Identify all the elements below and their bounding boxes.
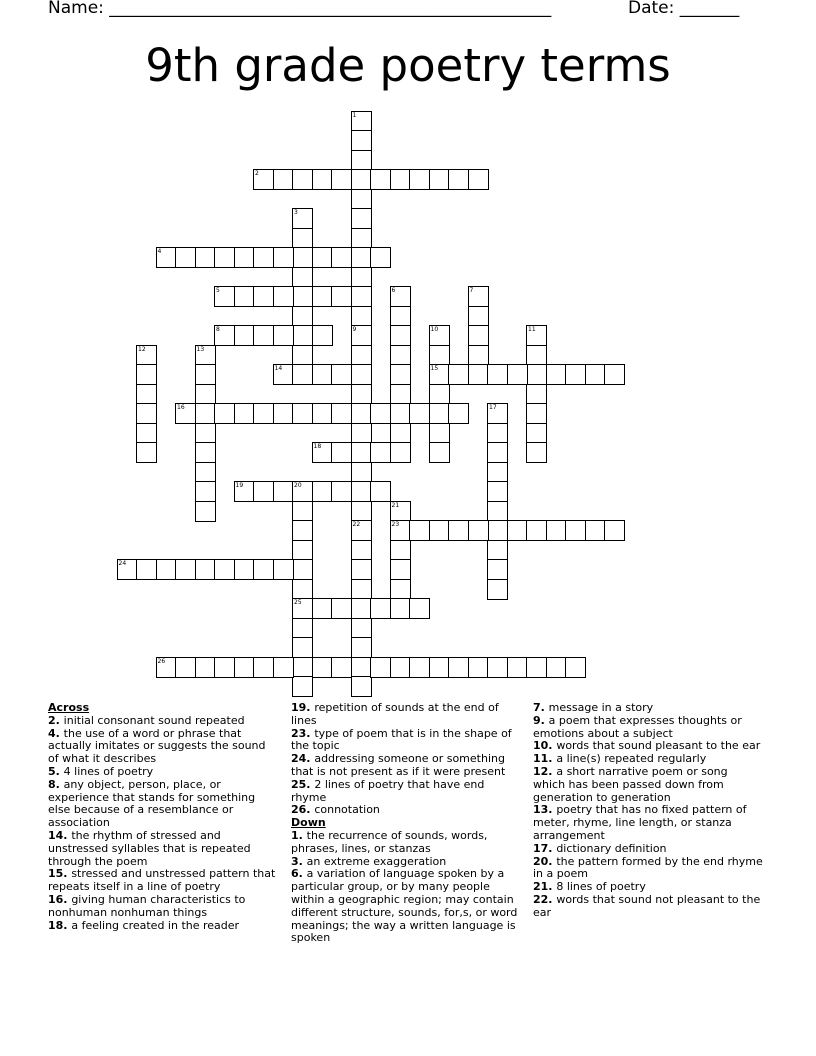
grid-cell[interactable]	[312, 598, 333, 619]
clue-number: 8	[216, 326, 220, 333]
grid-cell[interactable]	[390, 579, 411, 600]
clue-item: 1. the recurrence of sounds, words, phrases, lines, or stanzas	[291, 828, 488, 855]
across-heading: Across	[48, 701, 90, 714]
grid-cell[interactable]	[370, 657, 391, 678]
clue-item: 16. giving human characteristics to nonhuman nonhuman things	[48, 892, 246, 919]
grid-cell[interactable]	[234, 559, 255, 580]
grid-cell[interactable]	[273, 559, 294, 580]
clue-item: 10. words that sound pleasant to the ear	[533, 739, 761, 753]
grid-cell[interactable]	[273, 325, 294, 346]
clue-number: 19	[235, 482, 244, 489]
grid-cell[interactable]	[604, 364, 625, 385]
grid-cell[interactable]	[565, 657, 586, 678]
grid-cell[interactable]	[351, 442, 372, 463]
clue-item: 20. the pattern formed by the end rhyme in a poem	[533, 854, 763, 881]
grid-cell[interactable]	[292, 618, 313, 639]
clue-number: 6	[391, 287, 396, 294]
grid-cell[interactable]	[253, 169, 274, 190]
grid-cell[interactable]	[351, 618, 372, 639]
grid-cell[interactable]	[195, 247, 216, 268]
grid-cell[interactable]	[175, 247, 196, 268]
grid-cell[interactable]	[409, 403, 430, 424]
clue-item: 7. message in a story	[533, 701, 654, 714]
grid-cell[interactable]	[292, 228, 313, 249]
grid-cell[interactable]	[195, 364, 216, 385]
clue-item: 15. stressed and unstressed pattern that repeats itself in a line of poetry	[48, 867, 276, 894]
clue-number: 4	[157, 248, 162, 255]
clue-number: 2	[255, 170, 259, 177]
grid-cell[interactable]	[487, 520, 508, 541]
grid-cell[interactable]	[292, 364, 313, 385]
grid-cell[interactable]	[351, 306, 372, 327]
grid-cell[interactable]	[390, 286, 411, 307]
grid-cell[interactable]	[292, 306, 313, 327]
grid-cell[interactable]	[234, 481, 255, 502]
grid-cell[interactable]	[331, 286, 352, 307]
grid-cell[interactable]	[351, 208, 372, 229]
grid-cell[interactable]	[351, 228, 372, 249]
grid-cell[interactable]	[429, 325, 450, 346]
grid-cell[interactable]	[253, 286, 274, 307]
clue-number: 15	[430, 365, 439, 372]
grid-cell[interactable]	[507, 520, 528, 541]
grid-cell[interactable]	[292, 286, 313, 307]
clue-number: 12	[138, 345, 146, 353]
page-title: 9th grade poetry terms	[145, 39, 671, 92]
grid-cell[interactable]	[253, 657, 274, 678]
grid-cell[interactable]	[331, 247, 352, 268]
grid-cell[interactable]	[487, 462, 508, 483]
grid-cell[interactable]	[351, 267, 372, 288]
grid-cell[interactable]	[195, 345, 216, 366]
grid-cell[interactable]	[468, 325, 489, 346]
down-heading: Down	[291, 816, 326, 830]
grid-cell[interactable]	[351, 247, 372, 268]
grid-cell[interactable]	[331, 442, 352, 463]
clue-item: 26. connotation	[291, 803, 380, 817]
grid-cell[interactable]	[565, 520, 586, 541]
grid-cell[interactable]	[390, 540, 411, 561]
grid-cell[interactable]	[136, 559, 157, 580]
grid-cell[interactable]	[292, 501, 313, 522]
clue-number: 18	[313, 443, 322, 450]
grid-cell[interactable]	[214, 286, 235, 307]
grid-cell[interactable]	[331, 364, 352, 385]
grid-cell[interactable]	[487, 364, 508, 385]
grid-cell[interactable]	[292, 169, 313, 190]
grid-cell[interactable]	[136, 364, 157, 385]
grid-cell[interactable]	[351, 598, 372, 619]
grid-cell[interactable]	[234, 325, 255, 346]
grid-cell[interactable]	[351, 384, 372, 405]
clues-column-2	[291, 702, 521, 945]
grid-cell[interactable]	[253, 325, 274, 346]
grid-cell[interactable]	[448, 169, 469, 190]
grid-cell[interactable]	[195, 462, 216, 483]
grid-cell[interactable]	[351, 481, 372, 502]
grid-cell[interactable]	[507, 364, 528, 385]
grid-cell[interactable]	[292, 657, 313, 678]
grid-cell[interactable]	[565, 364, 586, 385]
grid-cell[interactable]	[390, 345, 411, 366]
grid-cell[interactable]	[253, 559, 274, 580]
clue-number: 24	[118, 560, 127, 567]
grid-cell[interactable]	[429, 442, 450, 463]
clue-item: 6. a variation of language spoken by a particular group, or by many people within a geographic region; may contain different structure, sounds, for,s, or word meanings; the way a written language is spoken	[291, 867, 518, 945]
clue-number: 1	[352, 111, 357, 119]
grid-cell[interactable]	[351, 676, 372, 697]
grid-cell[interactable]	[409, 169, 430, 190]
grid-cell[interactable]	[234, 286, 255, 307]
grid-cell[interactable]	[331, 403, 352, 424]
grid-cell[interactable]	[292, 676, 313, 697]
grid-cell[interactable]	[195, 559, 216, 580]
grid-cell[interactable]	[390, 306, 411, 327]
grid-cell[interactable]	[526, 403, 547, 424]
grid-cell[interactable]	[448, 657, 469, 678]
grid-cell[interactable]	[351, 637, 372, 658]
clue-number: 14	[274, 365, 283, 372]
grid-cell[interactable]	[136, 403, 157, 424]
grid-cell[interactable]	[351, 130, 372, 151]
clue-number: 3	[294, 209, 298, 216]
clue-item: 24. addressing someone or something that is not present as if it were present	[291, 752, 506, 778]
grid-cell[interactable]	[292, 481, 313, 502]
grid-cell[interactable]	[175, 403, 196, 424]
grid-cell[interactable]	[585, 520, 606, 541]
grid-cell[interactable]	[214, 559, 235, 580]
clue-number: 25	[294, 599, 302, 606]
grid-cell[interactable]	[390, 657, 411, 678]
grid-cell[interactable]	[448, 403, 469, 424]
grid-cell[interactable]	[351, 579, 372, 600]
clue-item: 9. a poem that expresses thoughts or emotions about a subject	[533, 713, 742, 740]
clue-number: 10	[430, 326, 439, 333]
grid-cell[interactable]	[234, 403, 255, 424]
grid-cell[interactable]	[370, 481, 391, 502]
grid-cell[interactable]	[214, 403, 235, 424]
grid-cell[interactable]	[468, 286, 489, 307]
grid-cell[interactable]	[292, 247, 313, 268]
grid-cell[interactable]	[390, 403, 411, 424]
grid-cell[interactable]	[156, 247, 177, 268]
grid-cell[interactable]	[370, 403, 391, 424]
grid-cell[interactable]	[468, 169, 489, 190]
grid-cell[interactable]	[195, 442, 216, 463]
clue-item: 14. the rhythm of stressed and unstressed syllables that is repeated through the poem	[48, 828, 251, 868]
grid-cell[interactable]	[292, 540, 313, 561]
grid-cell[interactable]	[234, 657, 255, 678]
clue-number: 9	[352, 326, 357, 333]
grid-cell[interactable]	[429, 384, 450, 405]
grid-cell[interactable]	[195, 657, 216, 678]
grid-cell[interactable]	[136, 345, 157, 366]
grid-cell[interactable]	[351, 501, 372, 522]
clue-number: 21	[391, 501, 400, 509]
clue-number: 26	[157, 657, 166, 665]
grid-cell[interactable]	[429, 423, 450, 444]
grid-cell[interactable]	[292, 267, 313, 288]
clue-item: 11. a line(s) repeated regularly	[533, 752, 707, 766]
clue-number: 7	[469, 287, 474, 294]
grid-cell[interactable]	[273, 481, 294, 502]
grid-cell[interactable]	[468, 657, 489, 678]
grid-cell[interactable]	[487, 423, 508, 444]
grid-cell[interactable]	[487, 501, 508, 522]
grid-cell[interactable]	[487, 657, 508, 678]
clue-item: 19. repetition of sounds at the end of lines	[291, 701, 499, 727]
grid-cell[interactable]	[312, 364, 333, 385]
clues-column-1	[48, 702, 278, 932]
clue-item: 17. dictionary definition	[533, 841, 667, 855]
grid-cell[interactable]	[292, 208, 313, 229]
grid-cell[interactable]	[351, 189, 372, 210]
clue-item: 25. 2 lines of poetry that have end rhyme	[291, 777, 485, 804]
grid-cell[interactable]	[136, 423, 157, 444]
grid-cell[interactable]	[546, 364, 567, 385]
grid-cell[interactable]	[429, 169, 450, 190]
grid-cell[interactable]	[253, 481, 274, 502]
grid-cell[interactable]	[312, 442, 333, 463]
clue-item: 13. poetry that has no fixed pattern of meter, rhyme, line length, or stanza arrangement	[533, 803, 747, 842]
grid-cell[interactable]	[526, 423, 547, 444]
grid-cell[interactable]	[604, 520, 625, 541]
clue-item: 8. any object, person, place, or experience that stands for something else because of a resemblance or association	[48, 777, 256, 830]
grid-cell[interactable]	[487, 481, 508, 502]
grid-cell[interactable]	[351, 520, 372, 541]
grid-cell[interactable]	[468, 520, 489, 541]
grid-cell[interactable]	[156, 559, 177, 580]
grid-cell[interactable]	[195, 501, 216, 522]
date-field[interactable]: Date: _______	[628, 0, 740, 18]
grid-cell[interactable]	[253, 403, 274, 424]
clue-item: 22. words that sound not pleasant to the ear	[533, 892, 761, 919]
grid-cell[interactable]	[292, 637, 313, 658]
grid-cell[interactable]	[390, 423, 411, 444]
clue-number: 22	[352, 521, 361, 528]
grid-cell[interactable]	[487, 559, 508, 580]
grid-cell[interactable]	[175, 657, 196, 678]
grid-cell[interactable]	[292, 345, 313, 366]
grid-cell[interactable]	[390, 442, 411, 463]
clue-item: 12. a short narrative poem or song which has been passed down from generation to generation	[533, 764, 728, 804]
grid-cell[interactable]	[273, 403, 294, 424]
grid-cell[interactable]	[136, 384, 157, 405]
grid-cell[interactable]	[390, 364, 411, 385]
grid-cell[interactable]	[370, 169, 391, 190]
grid-cell[interactable]	[507, 657, 528, 678]
grid-cell[interactable]	[468, 345, 489, 366]
grid-cell[interactable]	[312, 657, 333, 678]
grid-cell[interactable]	[273, 286, 294, 307]
grid-cell[interactable]	[429, 403, 450, 424]
grid-cell[interactable]	[292, 598, 313, 619]
grid-cell[interactable]	[526, 325, 547, 346]
grid-cell[interactable]	[409, 520, 430, 541]
grid-cell[interactable]	[448, 364, 469, 385]
grid-cell[interactable]	[351, 345, 372, 366]
grid-cell[interactable]	[331, 657, 352, 678]
grid-cell[interactable]	[351, 325, 372, 346]
grid-cell[interactable]	[448, 520, 469, 541]
grid-cell[interactable]	[526, 520, 547, 541]
grid-cell[interactable]	[351, 403, 372, 424]
grid-cell[interactable]	[390, 598, 411, 619]
grid-cell[interactable]	[351, 364, 372, 385]
grid-cell[interactable]	[312, 481, 333, 502]
grid-cell[interactable]	[546, 520, 567, 541]
grid-cell[interactable]	[312, 169, 333, 190]
grid-cell[interactable]	[370, 247, 391, 268]
grid-cell[interactable]	[292, 403, 313, 424]
grid-cell[interactable]	[351, 150, 372, 171]
grid-cell[interactable]	[390, 501, 411, 522]
grid-cell[interactable]	[351, 286, 372, 307]
grid-cell[interactable]	[273, 657, 294, 678]
grid-cell[interactable]	[234, 247, 255, 268]
grid-cell[interactable]	[390, 520, 411, 541]
clue-number: 13	[196, 345, 205, 353]
grid-cell[interactable]	[253, 247, 274, 268]
grid-cell[interactable]	[292, 559, 313, 580]
grid-cell[interactable]	[312, 247, 333, 268]
grid-cell[interactable]	[214, 325, 235, 346]
clue-number: 23	[391, 521, 400, 528]
clue-item: 18. a feeling created in the reader	[48, 918, 240, 932]
grid-cell[interactable]	[136, 442, 157, 463]
grid-cell[interactable]	[351, 169, 372, 190]
grid-cell[interactable]	[390, 559, 411, 580]
clue-item: 23. type of poem that is in the shape of the topic	[291, 726, 512, 753]
name-field[interactable]: Name: ____________________________________________________	[48, 0, 552, 18]
grid-cell[interactable]	[351, 657, 372, 678]
grid-cell[interactable]	[292, 579, 313, 600]
clue-item: 4. the use of a word or phrase that actually imitates or suggests the sound of what it describes	[48, 726, 266, 766]
grid-cell[interactable]	[312, 403, 333, 424]
grid-cell[interactable]	[351, 540, 372, 561]
grid-cell[interactable]	[390, 384, 411, 405]
grid-cell[interactable]	[526, 657, 547, 678]
grid-cell[interactable]	[195, 384, 216, 405]
clue-item: 21. 8 lines of poetry	[533, 880, 646, 894]
grid-cell[interactable]	[468, 306, 489, 327]
grid-cell[interactable]	[195, 403, 216, 424]
clue-number: 5	[216, 287, 220, 294]
grid-cell[interactable]	[390, 169, 411, 190]
grid-cell[interactable]	[409, 598, 430, 619]
grid-cell[interactable]	[468, 364, 489, 385]
grid-cell[interactable]	[312, 325, 333, 346]
clue-item: 5. 4 lines of poetry	[48, 764, 154, 778]
grid-cell[interactable]	[351, 423, 372, 444]
clue-number: 17	[489, 404, 497, 411]
clue-number: 11	[528, 326, 536, 333]
grid-cell[interactable]	[175, 559, 196, 580]
grid-cell[interactable]	[526, 442, 547, 463]
grid-cell[interactable]	[487, 540, 508, 561]
grid-cell[interactable]	[487, 442, 508, 463]
grid-cell[interactable]	[526, 384, 547, 405]
grid-cell[interactable]	[429, 364, 450, 385]
grid-cell[interactable]	[331, 598, 352, 619]
clue-item: 3. an extreme exaggeration	[291, 854, 447, 868]
clue-number: 20	[294, 482, 302, 489]
grid-cell[interactable]	[273, 247, 294, 268]
clues-column-3	[533, 702, 763, 920]
grid-cell[interactable]	[546, 657, 567, 678]
grid-cell[interactable]	[273, 364, 294, 385]
grid-cell[interactable]	[195, 423, 216, 444]
grid-cell[interactable]	[526, 345, 547, 366]
grid-cell[interactable]	[585, 364, 606, 385]
grid-cell[interactable]	[331, 169, 352, 190]
grid-cell[interactable]	[429, 520, 450, 541]
clue-number: 16	[177, 404, 185, 411]
clue-item: 2. initial consonant sound repeated	[48, 713, 245, 727]
grid-cell[interactable]	[487, 579, 508, 600]
grid-cell[interactable]	[390, 325, 411, 346]
grid-cell[interactable]	[370, 442, 391, 463]
grid-cell[interactable]	[117, 559, 138, 580]
grid-cell[interactable]	[429, 345, 450, 366]
grid-cell[interactable]	[351, 111, 372, 132]
grid-cell[interactable]	[409, 657, 430, 678]
grid-cell[interactable]	[429, 657, 450, 678]
grid-cell[interactable]	[331, 481, 352, 502]
grid-cell[interactable]	[156, 657, 177, 678]
grid-cell[interactable]	[292, 520, 313, 541]
grid-cell[interactable]	[214, 247, 235, 268]
grid-cell[interactable]	[292, 325, 313, 346]
grid-cell[interactable]	[487, 403, 508, 424]
grid-cell[interactable]	[370, 598, 391, 619]
grid-cell[interactable]	[273, 169, 294, 190]
grid-cell[interactable]	[351, 559, 372, 580]
grid-cell[interactable]	[526, 364, 547, 385]
grid-cell[interactable]	[195, 481, 216, 502]
grid-cell[interactable]	[351, 462, 372, 483]
grid-cell[interactable]	[214, 657, 235, 678]
grid-cell[interactable]	[312, 286, 333, 307]
